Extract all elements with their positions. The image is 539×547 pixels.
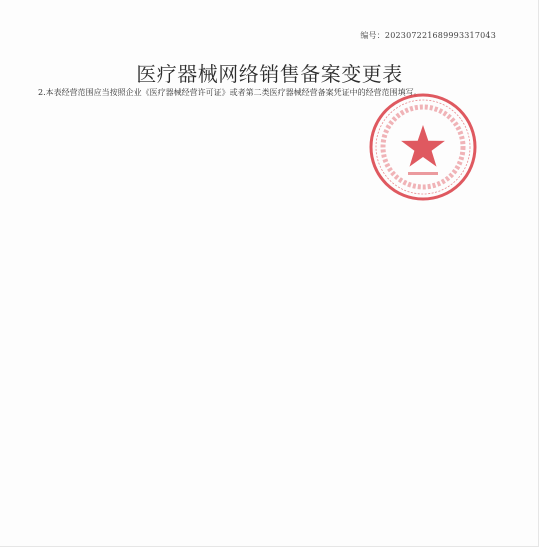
star-icon [401,125,445,167]
note-item-2: 2.本表经营范围应当按照企业《医疗器械经营许可证》或者第二类医疗器械经营备案凭证中的经营范围填写。 [38,88,422,97]
document-number: 编号：202307221689993317043 [360,31,496,40]
official-seal [368,92,478,202]
document-title: 医疗器械网络销售备案变更表 [136,62,403,86]
